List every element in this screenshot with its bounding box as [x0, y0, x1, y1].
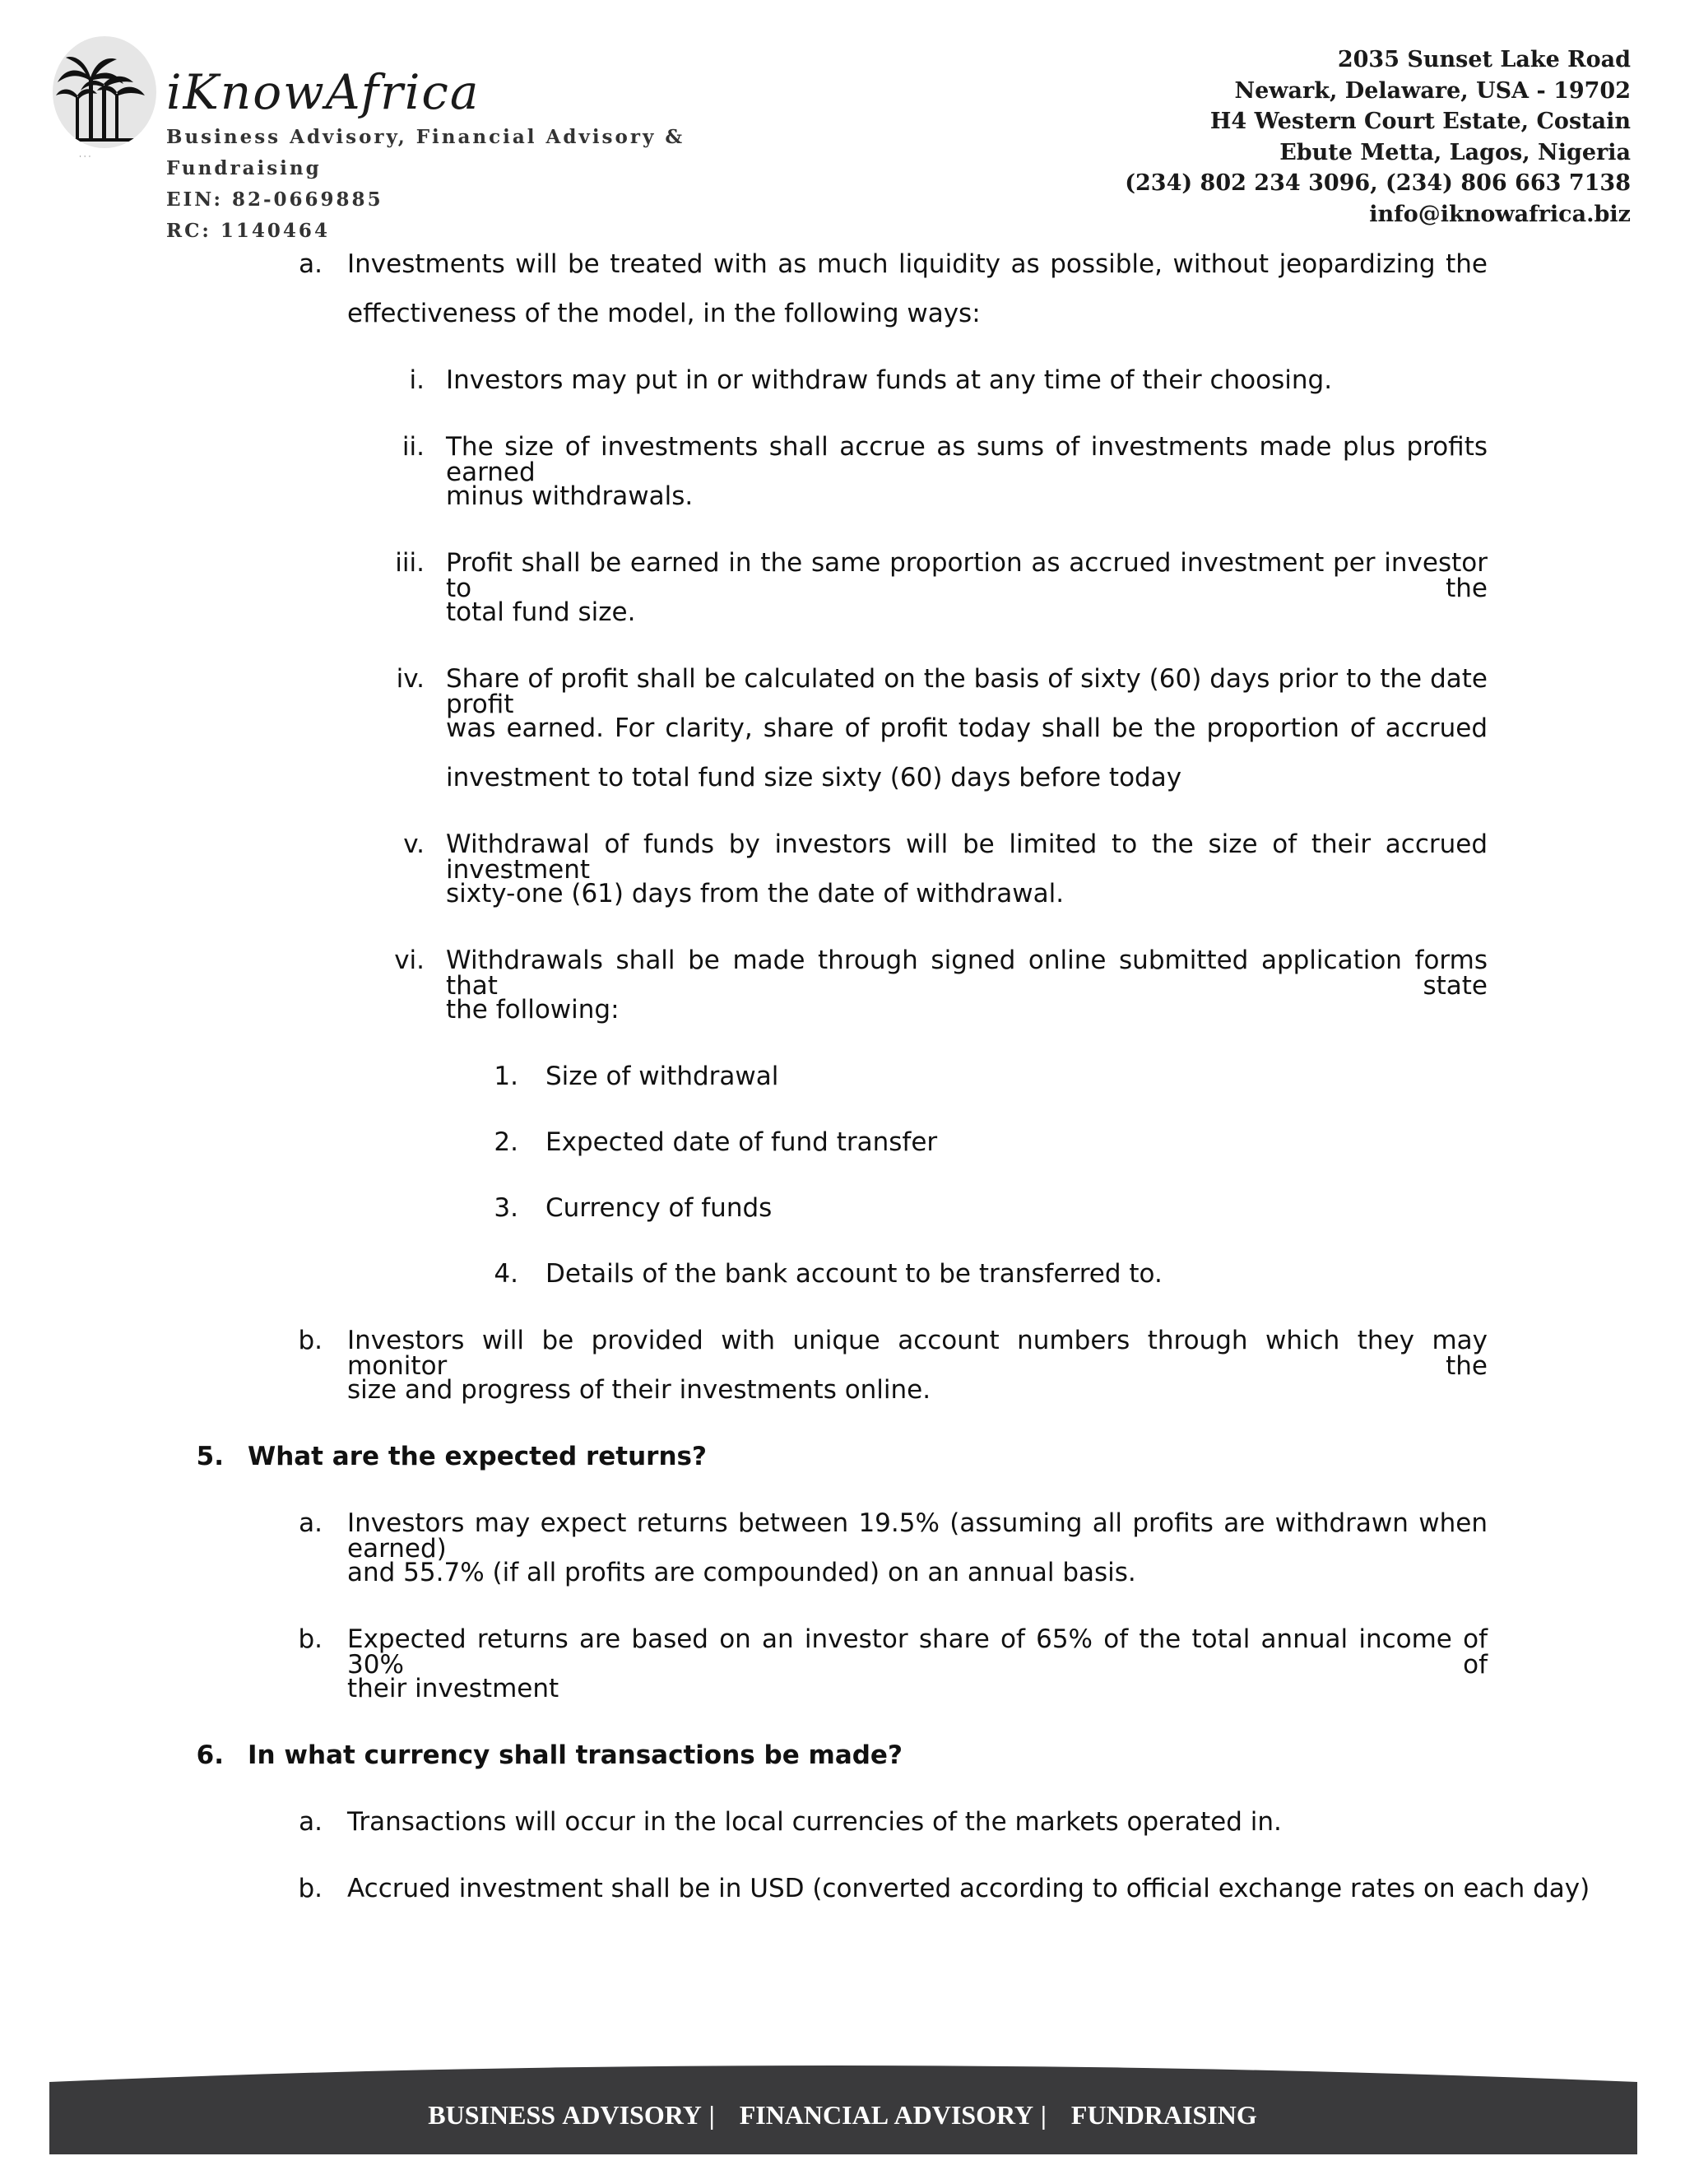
list-item: Expected date of fund transfer — [545, 1127, 938, 1157]
rc-number: RC: 1140464 — [166, 220, 330, 242]
list-marker: 1. — [494, 1062, 518, 1091]
paragraph-line: their investment — [347, 1674, 559, 1703]
list-item: was earned. For clarity, share of profit today shall be the proportion of accrued — [446, 713, 1488, 743]
list-item: Share of profit shall be calculated on the basis of sixty (60) days prior to the date profit — [446, 664, 1488, 719]
list-item: sixty-one (61) days from the date of withdrawal. — [446, 879, 1065, 908]
logo-tagline: · · · — [79, 153, 91, 161]
list-marker: b. — [298, 1624, 323, 1654]
phone-numbers: (234) 802 234 3096, (234) 806 663 7138 — [1125, 170, 1631, 196]
list-marker: b. — [298, 1326, 323, 1355]
company-address — [1125, 44, 1631, 230]
list-marker: vi. — [394, 946, 425, 975]
section-number: 5. — [196, 1442, 224, 1471]
paragraph-line: Expected returns are based on an investor share of 65% of the total annual income of 30% of — [347, 1624, 1488, 1680]
ein-number: EIN: 82-0669885 — [166, 188, 383, 211]
list-item: total fund size. — [446, 597, 636, 627]
list-item: the following: — [446, 995, 620, 1025]
list-item: The size of investments shall accrue as sums of investments made plus profits earned — [446, 432, 1488, 487]
brand-name: iKnowAfrica — [166, 64, 480, 120]
email-address: info@iknowafrica.biz — [1369, 201, 1631, 227]
section-number: 6. — [196, 1740, 224, 1770]
paragraph-line: Investors will be provided with unique account numbers through which they may monitor the — [347, 1326, 1488, 1381]
list-marker: v. — [403, 829, 425, 859]
list-marker: iii. — [395, 548, 425, 578]
list-marker: a. — [299, 1508, 323, 1538]
address-line: Ebute Metta, Lagos, Nigeria — [1279, 139, 1631, 165]
paragraph-line: Accrued investment shall be in USD (converted according to official exchange rates on each day) — [347, 1874, 1590, 1903]
palm-tree-logo-icon — [53, 36, 156, 148]
list-marker: b. — [298, 1874, 323, 1903]
list-item: minus withdrawals. — [446, 481, 694, 511]
list-item: Details of the bank account to be transferred to. — [545, 1259, 1163, 1289]
list-item: Investors may put in or withdraw funds at any time of their choosing. — [446, 365, 1333, 395]
list-item: Currency of funds — [545, 1193, 773, 1223]
list-marker: a. — [299, 1807, 323, 1837]
section-heading: What are the expected returns? — [248, 1442, 707, 1471]
section-heading: In what currency shall transactions be made? — [248, 1740, 903, 1770]
list-marker: 3. — [494, 1193, 518, 1223]
list-marker: a. — [299, 249, 323, 279]
list-item: Withdrawals shall be made through signed online submitted application forms that state — [446, 946, 1488, 1001]
paragraph-line: size and progress of their investments online. — [347, 1375, 931, 1405]
address-line: 2035 Sunset Lake Road — [1337, 47, 1631, 72]
list-item: Size of withdrawal — [545, 1062, 779, 1091]
footer-services-text: BUSINESS ADVISORY | FINANCIAL ADVISORY | FUNDRAISING — [428, 2100, 1257, 2130]
paragraph-line: Investors may expect returns between 19.5% (assuming all profits are withdrawn when earned) — [347, 1508, 1488, 1564]
list-item: Withdrawal of funds by investors will be limited to the size of their accrued investment — [446, 829, 1488, 885]
letterhead — [0, 0, 1685, 247]
list-marker: 2. — [494, 1127, 518, 1157]
list-marker: i. — [409, 365, 425, 395]
address-line: H4 Western Court Estate, Costain — [1209, 109, 1631, 134]
list-item: investment to total fund size sixty (60) days before today — [446, 763, 1182, 792]
address-line: Newark, Delaware, USA - 19702 — [1234, 77, 1631, 104]
paragraph-line: Investments will be treated with as much liquidity as possible, without jeopardizing the — [347, 249, 1488, 279]
company-description-line: Fundraising — [166, 157, 322, 179]
paragraph-line: Transactions will occur in the local currencies of the markets operated in. — [347, 1807, 1282, 1837]
company-description-line: Business Advisory, Financial Advisory & — [166, 126, 685, 148]
list-marker: 4. — [494, 1259, 518, 1289]
paragraph-line: effectiveness of the model, in the following ways: — [347, 299, 981, 328]
list-marker: ii. — [402, 432, 425, 462]
list-marker: iv. — [396, 664, 425, 694]
paragraph-line: and 55.7% (if all profits are compounded) on an annual basis. — [347, 1558, 1136, 1587]
list-item: Profit shall be earned in the same proportion as accrued investment per investor to the — [446, 548, 1488, 603]
